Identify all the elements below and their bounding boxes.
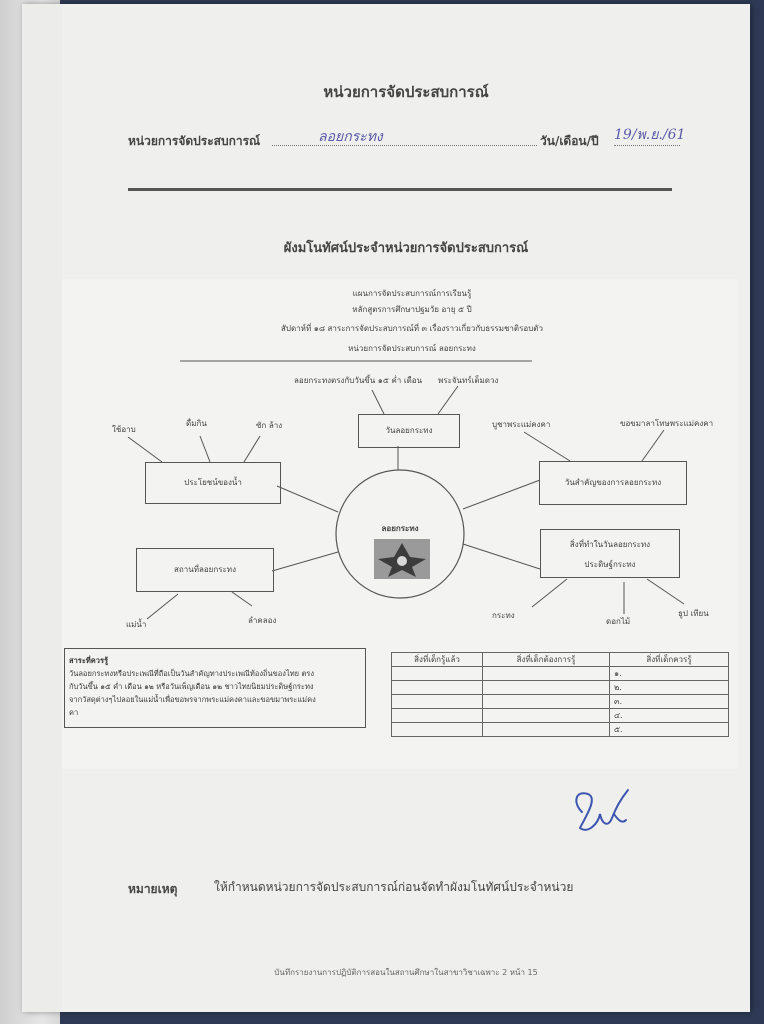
plan-line-4: หน่วยการจัดประสบการณ์ ลอยกระทง: [348, 344, 476, 353]
document-page: [22, 4, 750, 1012]
kwl-number: ๕.: [610, 723, 729, 737]
right-top-label-1: บูชาพระแม่คงคา: [492, 420, 551, 429]
essence-line-2: กับวันขึ้น ๑๕ ค่ำ เดือน ๑๒ หรือวันเพ็ญเดือน ๑๒ ชาวไทยนิยมประดิษฐ์กระทง: [69, 682, 314, 691]
page-body: [62, 4, 750, 1012]
plan-line-1: แผนการจัดประสบการณ์การเรียนรู้: [352, 289, 472, 298]
kwl-header-should: สิ่งที่เด็กควรรู้: [610, 653, 729, 667]
table-row: [392, 681, 729, 695]
unit-handwritten-value: ลอยกระทง: [318, 129, 383, 145]
table-row: [392, 695, 729, 709]
plan-line-2: หลักสูตรการศึกษาปฐมวัย อายุ ๕ ปี: [352, 305, 472, 314]
left-top-label-2: ดื่มกิน: [186, 419, 207, 428]
right-bottom-label-2: ดอกไม้: [606, 617, 631, 626]
kwl-number: ๓.: [610, 695, 729, 709]
top-label-2: พระจันทร์เต็มดวง: [438, 376, 499, 385]
center-label: ลอยกระทง: [381, 524, 419, 533]
left-top-box: ประโยชน์ของน้ำ: [145, 462, 281, 504]
kwl-header-known: สิ่งที่เด็กรู้แล้ว: [392, 653, 483, 667]
page-title: หน่วยการจัดประสบการณ์: [323, 83, 489, 101]
essence-line-4: คา: [69, 708, 79, 717]
date-handwritten-value: 19/พ.ย./61: [614, 127, 686, 143]
kwl-number: ๒.: [610, 681, 729, 695]
note-text: ให้กำหนดหน่วยการจัดประสบการณ์ก่อนจัดทำผังมโนทัศน์ประจำหน่วย: [214, 880, 574, 894]
essence-title: สาระที่ควรรู้: [69, 656, 109, 665]
concept-map-lines: [62, 4, 750, 1012]
plan-line-3: สัปดาห์ที่ ๑๘ สาระการจัดประสบการณ์ที่ ๓ เรื่องราวเกี่ยวกับธรรมชาติรอบตัว: [281, 324, 543, 333]
right-bottom-box-line-2: ประดิษฐ์กระทง: [584, 560, 636, 569]
right-bottom-box: [540, 529, 680, 578]
table-row: [392, 667, 729, 681]
signature: [568, 784, 638, 844]
unit-label: หน่วยการจัดประสบการณ์: [128, 134, 261, 148]
left-bottom-box: สถานที่ลอยกระทง: [136, 548, 274, 592]
top-box: วันลอยกระทง: [358, 414, 460, 448]
right-top-box: วันสำคัญของการลอยกระทง: [539, 461, 687, 505]
note-label: หมายเหตุ: [128, 882, 178, 896]
essence-line-1: วันลอยกระทงหรือประเพณีที่ถือเป็นวันสำคัญทางประเพณีท้องถิ่นของไทย ตรง: [69, 669, 314, 678]
kwl-number: ๑.: [610, 667, 729, 681]
right-top-label-2: ขอขมาลาโทษพระแม่คงคา: [620, 419, 714, 428]
kwl-header-row: [392, 653, 729, 667]
date-label: วัน/เดือน/ปี: [540, 134, 599, 148]
essence-line-3: จากวัสดุต่างๆไปลอยในแม่น้ำเพื่อขอพรจากพระแม่คงคาและขอขมาพระแม่คง: [69, 695, 316, 704]
essence-box: [64, 648, 366, 728]
left-top-label-3: ซัก ล้าง: [256, 421, 283, 430]
krathong-image: [374, 539, 430, 579]
top-label-1: ลอยกระทงตรงกับวันขึ้น ๑๕ ค่ำ เดือน: [294, 376, 423, 385]
table-row: [392, 709, 729, 723]
kwl-number: ๔.: [610, 709, 729, 723]
table-row: [392, 723, 729, 737]
right-bottom-label-3: ธูป เทียน: [678, 609, 709, 618]
kwl-header-want: สิ่งที่เด็กต้องการรู้: [483, 653, 610, 667]
kwl-table: [391, 652, 729, 737]
section-title: ผังมโนทัศน์ประจำหน่วยการจัดประสบการณ์: [283, 241, 529, 256]
left-bottom-label-1: แม่น้ำ: [126, 620, 147, 629]
right-bottom-box-line-1: สิ่งที่ทำในวันลอยกระทง: [569, 540, 651, 549]
left-bottom-label-2: ลำคลอง: [248, 616, 277, 625]
left-top-label-1: ใช้อาบ: [112, 425, 136, 434]
right-bottom-label-1: กระทง: [492, 611, 515, 620]
footer-text: บันทึกรายงานการปฏิบัติการสอนในสถานศึกษาในสาขาวิชาเฉพาะ 2 หน้า 15: [274, 968, 538, 977]
